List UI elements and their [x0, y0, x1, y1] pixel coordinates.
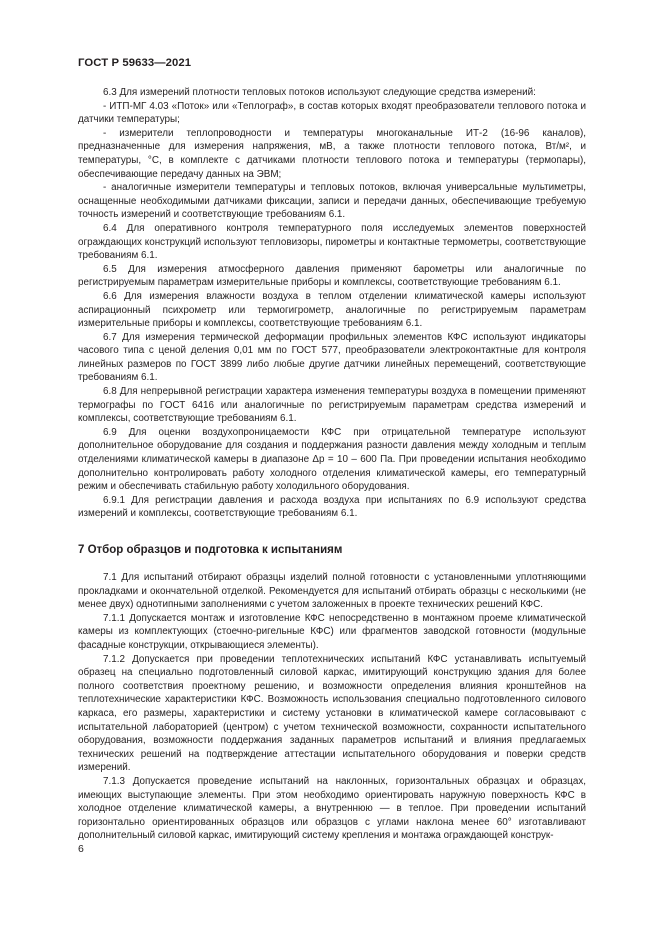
- paragraph-7-1: 7.1 Для испытаний отбирают образцы изделий полной готовности с установленными уплотняющими прокладками и окончательной отделкой. Рекомендуется для испытаний отбирать образцы с несколькими (не менее двух) однотипными заполнениями с учетом заложенных в проекте технических решений КФС.: [78, 572, 586, 611]
- document-code-header: ГОСТ Р 59633—2021: [78, 57, 192, 69]
- paragraph-6-7: 6.7 Для измерения термической деформации профильных элементов КФС используют индикаторы часового типа с ценой деления 0,01 мм по ГОСТ 577, преобразователи электроконтактные для контроля линейных размеров по ГОСТ 3899 либо любые другие датчики линейных перемещений, соответствующие требованиям 6.1.: [78, 331, 586, 384]
- paragraph-6-3: 6.3 Для измерений плотности тепловых потоков используют следующие средства измерений:: [103, 87, 536, 98]
- paragraph-6-6: 6.6 Для измерения влажности воздуха в теплом отделении климатической камеры используют аспирационный психрометр или термогигрометр, аналогичные по регистрируемым параметрам измерительные приборы и комплексы, соответствующие требованиям 6.1.: [78, 290, 586, 330]
- paragraph-6-8: 6.8 Для непрерывной регистрации характера изменения температуры воздуха в помещении применяют термографы по ГОСТ 6416 или аналогичные по регистрируемым параметрам средства измерений и комплексы, соответствующие требованиям 6.1.: [78, 386, 586, 425]
- paragraph-7-1-1: 7.1.1 Допускается монтаж и изготовление КФС непосредственно в монтажном проеме климатической камеры из комплектующих (стоечно-ригельные КФС) или фрагментов заводской готовности (модульные фасадные конструкции, открывающиеся элементы).: [78, 612, 586, 651]
- page-number: 6: [78, 843, 84, 855]
- list-item-itp-mg: - ИТП-МГ 4.03 «Поток» или «Теплограф», в состав которых входят преобразователи теплового потока и датчики температуры;: [78, 100, 586, 126]
- paragraph-6-4: 6.4 Для оперативного контроля температурного поля исследуемых элементов поверхностей ограждающих конструкций используют тепловизоры, пирометры и контактные термометры, соответствующие требованиям 6.1.: [78, 222, 586, 262]
- paragraph-6-9: 6.9 Для оценки воздухопроницаемости КФС при отрицательной температуре используют дополнительное оборудование для создания и поддержания разности давления между холодным и теплым отделениями климатической камеры в диапазоне Δp = 10 – 600 Па. При проведении испытания необходимо дополнительно контролировать работу холодного отделения климатической камеры, его температурный режим и обеспечивать стабильную работу холодильного оборудования.: [78, 426, 586, 493]
- document-body: [78, 86, 586, 843]
- list-item-it-2: - измерители теплопроводности и температуры многоканальные ИТ-2 (16-96 каналов), предназначенные для измерения напряжения, мВ, а также плотности теплового потока, Вт/м², и температуры, °С, в комплекте с датчиками плотности теплового потока и температуры (термопары), обеспечивающие передачу данных на ЭВМ;: [78, 127, 586, 180]
- paragraph-7-1-2: 7.1.2 Допускается при проведении теплотехнических испытаний КФС устанавливать испытуемый образец на специально подготовленный силовой каркас, имитирующий конструкцию здания для более полного соответствия проектному решению, и возможности определения влияния кронштейнов на теплотехнические характеристики КФС. Возможность использования специально подготовленного силового каркаса, его размеры, характеристики и систему установки в климатической камере согласовывают с испытательной лабораторией (центром) с учетом технической возможности, сохранности испытательного оборудования, возможности поддержания заданных параметров испытаний и влияния предлагаемых технических решений на подтверждение аттестации испытательного оборудования и поверки средств измерений.: [78, 653, 586, 774]
- paragraph-6-5: 6.5 Для измерения атмосферного давления применяют барометры или аналогичные по регистрируемым параметрам измерительные приборы и комплексы, соответствующие требованиям 6.1.: [78, 263, 586, 289]
- paragraph-6-9-1: 6.9.1 Для регистрации давления и расхода воздуха при испытаниях по 6.9 используют средства измерений и комплексы, соответствующие требованиям 6.1.: [78, 494, 586, 520]
- list-item-analog-meters: - аналогичные измерители температуры и тепловых потоков, включая универсальные мультиметры, оснащенные необходимыми датчиками фиксации, записи и передачи данных, обеспечивающие требуемую точность измерений и соответствующие требованиям 6.1.: [78, 182, 586, 221]
- section-heading-7: 7 Отбор образцов и подготовка к испытаниям: [78, 544, 343, 556]
- paragraph-7-1-3: 7.1.3 Допускается проведение испытаний на наклонных, горизонтальных образцах и образцах, имеющих выступающие элементы. При этом необходимо ориентировать наружную поверхность КФС в холодное отделение климатической камеры, а внутреннюю — в теплое. При проведении испытаний горизонтально ориентированных образцов или образцов с углами наклона менее 60° изготавливают дополнительный силовой каркас, имитирующий систему крепления и монтажа ограждающей конструк-: [78, 775, 586, 842]
